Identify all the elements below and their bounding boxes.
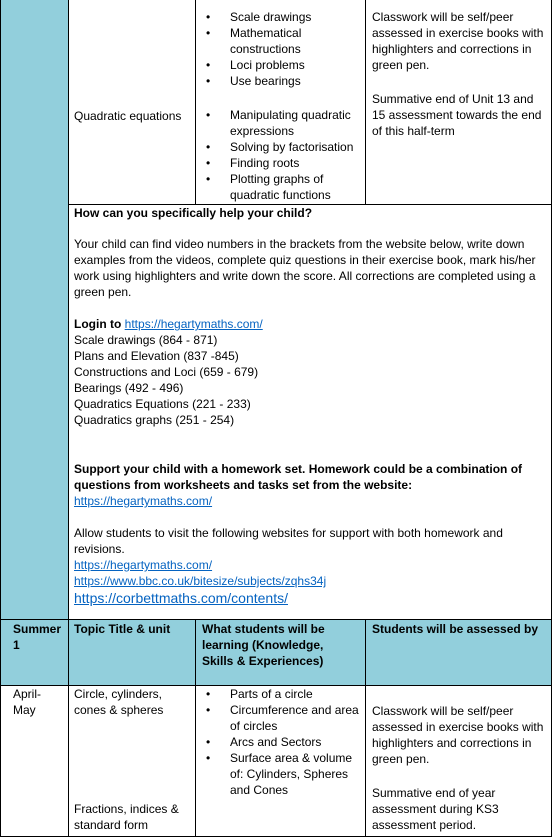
list-item: • Circumference and area of circles	[206, 703, 359, 733]
col-topic-header: Topic Title & unit	[74, 622, 171, 636]
summer-assessment-text-1: Classwork will be self/peer assessed in exercise books with highlighters and corrections in green pen.	[372, 704, 544, 766]
list-item: • Manipulating quadratic expressions	[206, 108, 351, 138]
list-item: • Use bearings	[206, 74, 301, 88]
homework-link[interactable]: https://hegartymaths.com/	[74, 494, 213, 508]
list-item: • Mathematical constructions	[206, 26, 302, 56]
list-item: Quadratics Equations (221 - 233)	[74, 397, 251, 411]
list-item: • Parts of a circle	[206, 687, 313, 701]
list-item: • Scale drawings	[206, 10, 312, 24]
list-item: Plans and Elevation (837 -845)	[74, 349, 239, 363]
hegartymaths-login-link[interactable]: https://hegartymaths.com/	[124, 317, 263, 331]
period-april-may: April-May	[13, 687, 42, 717]
login-line	[74, 316, 263, 332]
allow-text: Allow students to visit the following websites for support with both homework and revisions.	[74, 526, 503, 556]
term-column-shading	[1, 0, 68, 619]
list-item: • Arcs and Sectors	[206, 735, 322, 749]
list-item: • Finding roots	[206, 156, 300, 170]
term-summer-1: Summer 1	[13, 622, 62, 652]
list-item: Bearings (492 - 496)	[74, 381, 184, 395]
list-item: Scale drawings (864 - 871)	[74, 333, 218, 347]
summer-assessment-text-2: Summative end of year assessment during KS3 assessment period.	[372, 786, 499, 832]
list-item: • Solving by factorisation	[206, 140, 354, 154]
homework-heading: Support your child with a homework set. Homework could be a combination of questions from worksheets and tasks set from the website:	[74, 462, 523, 492]
support-link-bbc[interactable]: https://www.bbc.co.uk/bitesize/subjects/zqhs34j	[74, 574, 327, 588]
help-heading: How can you specifically help your child?	[74, 206, 313, 220]
col-learning-header: What students will be learning (Knowledge, Skills & Experiences)	[202, 622, 325, 668]
list-item: Constructions and Loci (659 - 679)	[74, 365, 259, 379]
list-item: • Surface area & volume of: Cylinders, Spheres and Cones	[206, 751, 353, 797]
video-list	[74, 332, 374, 428]
col-assessed-header: Students will be assessed by	[372, 622, 539, 636]
list-item: • Loci problems	[206, 58, 305, 72]
learning-bullets-group1	[196, 9, 364, 89]
assessment-text-1: Classwork will be self/peer assessed in exercise books with highlighters and corrections in green pen.	[372, 10, 544, 72]
login-label: Login to	[74, 317, 122, 331]
topic-circles: Circle, cylinders, cones & spheres	[74, 687, 164, 717]
help-intro: Your child can find video numbers in the brackets from the website below, write down examples from the videos, complete quiz questions in their exercise book, mark his/her work using highlighters and write down the score. All corrections are completed using a green pen.	[74, 237, 536, 299]
assessment-text-2: Summative end of Unit 13 and 15 assessment towards the end of this half-term	[372, 92, 542, 138]
support-link-corbett[interactable]: https://corbettmaths.com/contents/	[74, 590, 288, 606]
topic-quadratic-equations: Quadratic equations	[74, 109, 182, 123]
support-link-hegarty[interactable]: https://hegartymaths.com/	[74, 558, 213, 572]
list-item: Quadratics graphs (251 - 254)	[74, 413, 235, 427]
learning-bullets-group2	[196, 107, 364, 203]
summer-learning-bullets	[196, 686, 364, 798]
topic-fractions: Fractions, indices & standard form	[74, 802, 179, 832]
list-item: • Plotting graphs of quadratic functions	[206, 172, 331, 202]
